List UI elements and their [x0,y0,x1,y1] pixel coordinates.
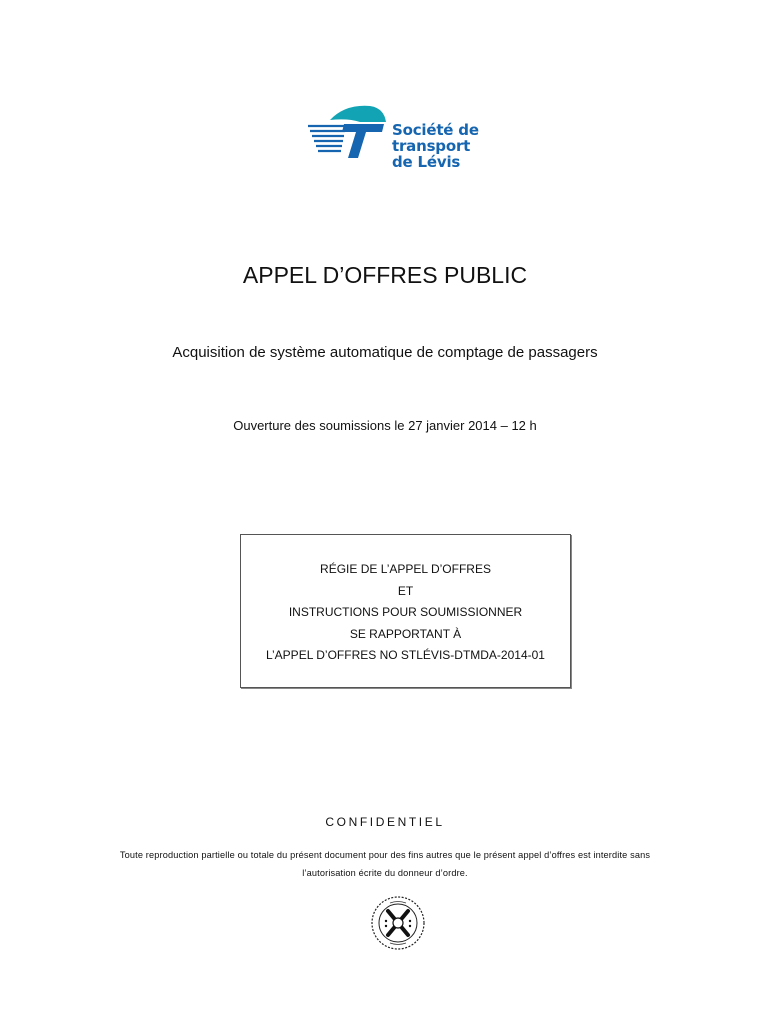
logo-line-2: transport [392,137,471,155]
logo-wordmark [392,122,479,170]
tender-info-line: L’APPEL D’OFFRES NO STLÉVIS-DTMDA-2014-01 [266,648,545,662]
tender-info-line: RÉGIE DE L’APPEL D’OFFRES [320,562,491,576]
tender-info-line: ET [397,583,414,598]
logo-line-3: de Lévis [392,153,461,171]
submission-opening-date: Ouverture des soumissions le 27 janvier 2014 – 12 h [233,418,537,433]
reproduction-notice [80,846,690,882]
confidential-label: CONFIDENTIEL [325,815,445,829]
page-subtitle: Acquisition de système automatique de comptage de passagers [172,344,598,361]
logo-line-1: Société de [392,121,479,139]
tender-info-line: SE RAPPORTANT À [349,626,462,641]
page-title: APPEL D’OFFRES PUBLIC [242,262,528,288]
tender-info-lines [241,559,570,667]
tender-info-box [240,534,571,688]
tender-info-line: INSTRUCTIONS POUR SOUMISSIONNER [288,605,523,619]
notice-line-2: l’autorisation écrite du donneur d’ordre. [302,868,468,878]
notice-line-1: Toute reproduction partielle ou totale du présent document pour des fins autres que le présent appel d’offres est interdite sans [119,850,651,860]
seal-stamp-icon [370,895,426,951]
stl-logo-icon [300,100,392,180]
company-logo [300,100,500,180]
